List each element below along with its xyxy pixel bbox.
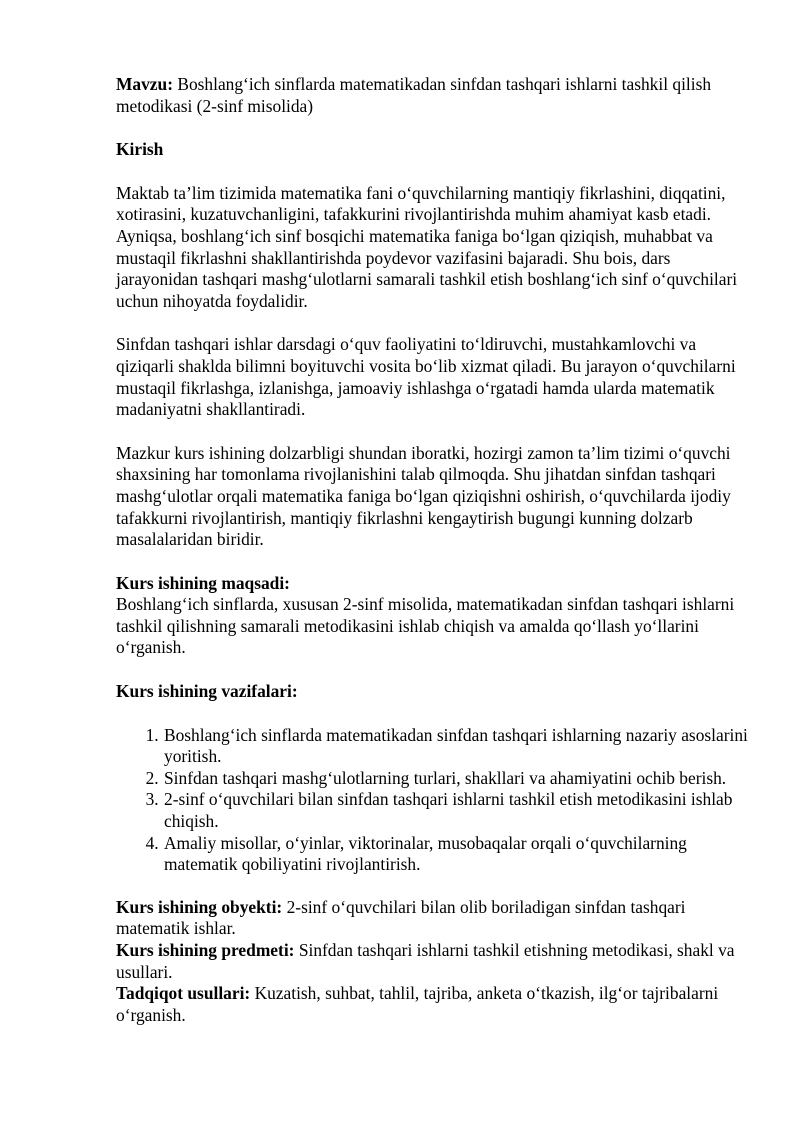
tasks-heading-text: Kurs ishining vazifalari: — [116, 681, 298, 702]
goal-text: Boshlang‘ich sinflarda, xususan 2-sinf misolida, matematikadan sinfdan tashqari ishlarni tashkil qilishning samarali metodikasini ishlab chiqish va amalda qo‘llash yo‘llarini o‘rganish. — [116, 594, 735, 658]
document-page — [116, 74, 756, 1026]
topic-text: Boshlang‘ich sinflarda matematikadan sinfdan tashqari ishlarni tashkil qilish metodikasi (2-sinf misolida) — [116, 74, 712, 116]
list-item: 1. Boshlang‘ich sinflarda matematikadan sinfdan tashqari ishlarning nazariy asoslarini yoritish. — [163, 725, 756, 768]
object-line — [116, 897, 756, 940]
tasks-heading — [116, 681, 756, 703]
list-item: 4. Amaliy misollar, o‘yinlar, viktorinalar, musobaqalar orqali o‘quvchilarning matematik qobiliyatini rivojlantirish. — [163, 833, 756, 876]
methods-text: Kuzatish, suhbat, tahlil, tajriba, anketa o‘tkazish, ilg‘or tajribalarni o‘rganish. — [116, 983, 719, 1025]
topic-line — [116, 74, 756, 117]
methods-line — [116, 983, 756, 1026]
object-label: Kurs ishining obyekti: — [116, 896, 283, 917]
subject-line — [116, 940, 756, 983]
intro-heading — [116, 139, 756, 161]
topic-label: Mavzu: — [116, 74, 173, 94]
intro-paragraph-3: Mazkur kurs ishining dolzarbligi shundan iboratki, hozirgi zamon ta’lim tizimi o‘quvchi shaxsining har tomonlama rivojlanishini talab qilmoqda. Shu jihatdan sinfdan tashqari mashg‘ulotlar orqali matematika faniga bo‘lgan qiziqishni oshirish, o‘quvchilarda ijodiy tafakkurni rivojlantirish, mantiqiy fikrlashni kengaytirish bugungi kunning dolzarb masalalaridan biridir. — [116, 442, 731, 550]
goal-section — [116, 573, 756, 659]
intro-paragraph-2: Sinfdan tashqari ishlar darsdagi o‘quv faoliyatini to‘ldiruvchi, mustahkamlovchi va qiziqarli shaklda bilimni boyituvchi vosita bo‘lib xizmat qiladi. Bu jarayon o‘quvchilarni mustaqil fikrlashga, izlanishga, jamoaviy ishlashga o‘rgatadi hamda ularda matematik madaniyatni shakllantiradi. — [116, 334, 736, 420]
methods-label: Tadqiqot usullari: — [116, 983, 251, 1004]
subject-text: Sinfdan tashqari ishlarni tashkil etishning metodikasi, shakl va usullari. — [116, 940, 735, 982]
object-text: 2-sinf o‘quvchilari bilan olib boriladigan sinfdan tashqari matematik ishlar. — [116, 896, 686, 939]
tasks-list — [116, 725, 756, 876]
subject-label: Kurs ishining predmeti: — [116, 940, 295, 960]
goal-heading: Kurs ishining maqsadi: — [116, 572, 290, 593]
list-item: 3. 2-sinf o‘quvchilari bilan sinfdan tashqari ishlarni tashkil etish metodikasini ishlab chiqish. — [163, 789, 756, 832]
intro-heading-text: Kirish — [116, 139, 164, 160]
intro-paragraph-1: Maktab ta’lim tizimida matematika fani o‘quvchilarning mantiqiy fikrlashini, diqqatini, xotirasini, kuzatuvchanligini, tafakkurini rivojlantirishda muhim ahamiyat kasb etadi. Ayniqsa, boshlang‘ich sinf bosqichi matematika faniga bo‘lgan qiziqish, muhabbat va mustaqil fikrlashni shakllantirishda poydevor vazifasini bajaradi. Shu bois, dars jarayonidan tashqari mashg‘ulotlarni samarali tashkil etish boshlang‘ich sinf o‘quvchilari uchun nihoyatda foydalidir. — [116, 182, 738, 311]
list-item: 2. Sinfdan tashqari mashg‘ulotlarning turlari, shakllari va ahamiyatini ochib berish. — [163, 768, 756, 790]
